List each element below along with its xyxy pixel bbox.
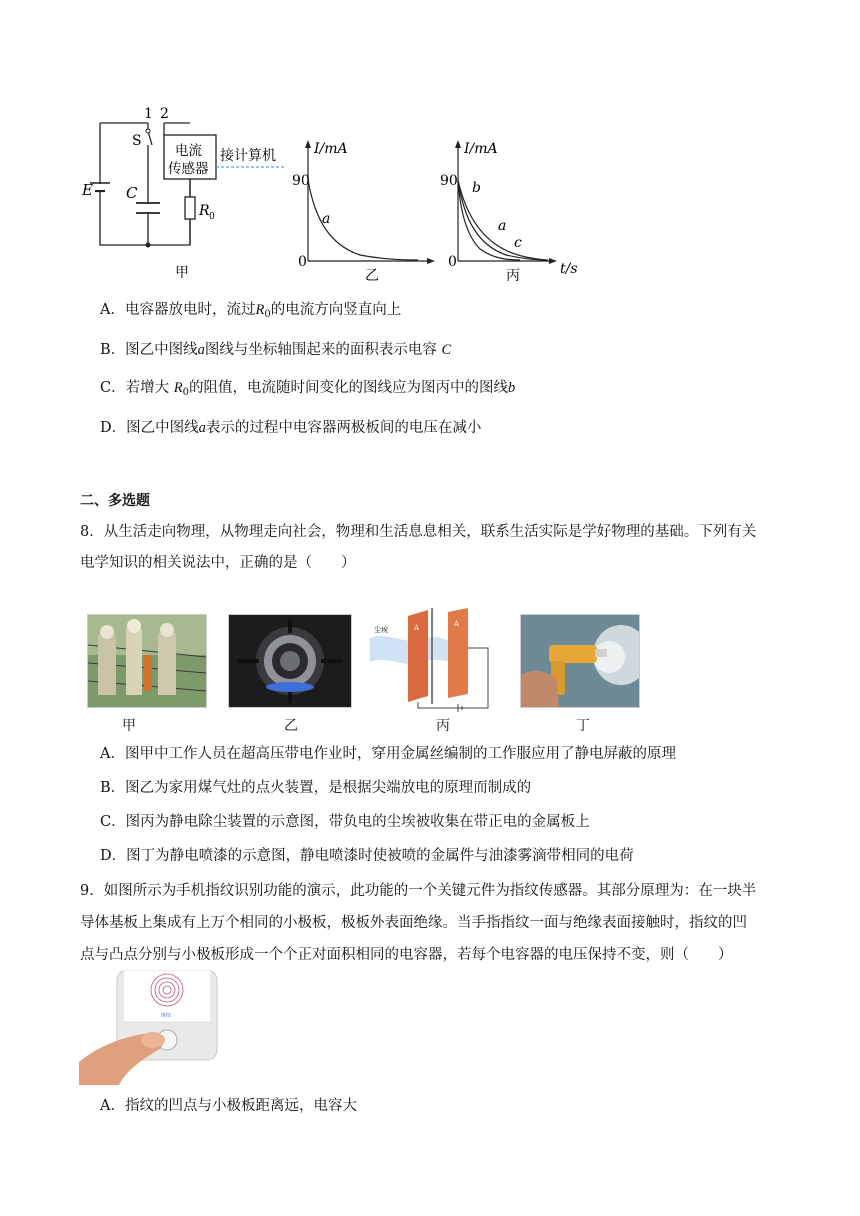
q7-option-b: B．图乙中图线a图线与坐标轴围起来的面积表示电容 C — [100, 342, 452, 358]
label-1: 1 — [144, 106, 153, 122]
label-s: S — [132, 133, 142, 149]
section-heading: 二、多选题 — [80, 493, 150, 509]
dust-label: 尘埃 — [374, 626, 388, 634]
photo-gas-stove — [228, 614, 352, 708]
bing-caption: 丙 — [506, 268, 520, 284]
graph-yi — [290, 135, 440, 285]
label-c: C — [126, 184, 138, 202]
bing-xlabel: t/s — [560, 261, 578, 277]
computer-label: 接计算机 — [220, 148, 276, 164]
label-e: E — [82, 181, 93, 199]
bing-curve-b: b — [472, 180, 481, 196]
photo-power-line-workers — [87, 614, 207, 708]
sensor-label-2: 传感器 — [168, 161, 209, 177]
q7-option-d: D．图乙中图线a表示的过程中电容器两极板间的电压在减小 — [100, 420, 482, 436]
circuit-caption: 甲 — [175, 265, 189, 281]
yi-curve-a: a — [322, 211, 331, 227]
q9-stem-line3: 点与凸点分别与小极板形成一个个正对面积相同的电容器，若每个电容器的电压保持不变，则（ ） — [80, 947, 733, 963]
photo-caption-bing: 丙 — [436, 718, 450, 734]
q8-option-c: C．图丙为静电除尘装置的示意图，带负电的尘埃被收集在带正电的金属板上 — [100, 814, 590, 830]
diagram-dust-precipitator — [368, 608, 508, 712]
phone-button-label: 继续 — [161, 1013, 172, 1019]
bing-ylabel: I/mA — [464, 141, 498, 157]
q7-option-a: A．电容器放电时，流过$R_0$的电流方向竖直向上 — [100, 302, 402, 320]
yi-zero: 0 — [298, 254, 307, 270]
q8-option-a: A．图甲中工作人员在超高压带电作业时，穿用金属丝编制的工作服应用了静电屏蔽的原理 — [100, 746, 676, 762]
graph-bing — [436, 135, 586, 285]
q8-option-d: D．图丁为静电喷漆的示意图，静电喷漆时使被喷的金属件与油漆雾滴带相同的电荷 — [100, 848, 634, 864]
yi-ylabel: I/mA — [314, 141, 348, 157]
bing-zero: 0 — [448, 254, 457, 270]
circuit-figure — [80, 105, 290, 285]
plate-a-left: A — [414, 624, 420, 632]
photo-caption-jia: 甲 — [122, 718, 136, 734]
q8-option-b: B．图乙为家用煤气灶的点火装置，是根据尖端放电的原理而制成的 — [100, 780, 532, 796]
q8-stem-line1: 8．从生活走向物理，从物理走向社会，物理和生活息息相关，联系生活实际是学好物理的基础。下列有关 — [80, 524, 757, 540]
sensor-label-1: 电流 — [175, 143, 202, 159]
photo-phone-fingerprint — [79, 970, 219, 1085]
label-2: 2 — [160, 106, 169, 122]
q9-stem-line2: 导体基板上集成有上万个相同的小极板，极板外表面绝缘。当手指指纹一面与绝缘表面接触时，指纹的凹 — [80, 915, 747, 931]
photo-spray-gun — [520, 614, 640, 708]
q7-option-c: C．若增大 $R_0$的阻值，电流随时间变化的图线应为图丙中的图线b — [100, 380, 516, 398]
bing-curve-c: c — [514, 235, 522, 251]
plate-a-right: A — [454, 620, 460, 628]
bing-curve-a: a — [498, 218, 507, 234]
q8-stem-line2: 电学知识的相关说法中，正确的是（ ） — [80, 555, 356, 571]
label-r: R — [199, 203, 210, 219]
photo-caption-yi: 乙 — [284, 718, 298, 734]
q9-option-a: A．指纹的凹点与小极板距离远，电容大 — [100, 1098, 357, 1114]
yi-90: 90 — [292, 173, 310, 189]
photo-caption-ding: 丁 — [576, 718, 590, 734]
label-r-sub: 0 — [209, 212, 215, 222]
q9-stem-line1: 9．如图所示为手机指纹识别功能的演示，此功能的一个关键元件为指纹传感器。其部分原理为：在一块半 — [80, 883, 757, 899]
bing-90: 90 — [440, 173, 458, 189]
yi-caption: 乙 — [365, 268, 379, 284]
